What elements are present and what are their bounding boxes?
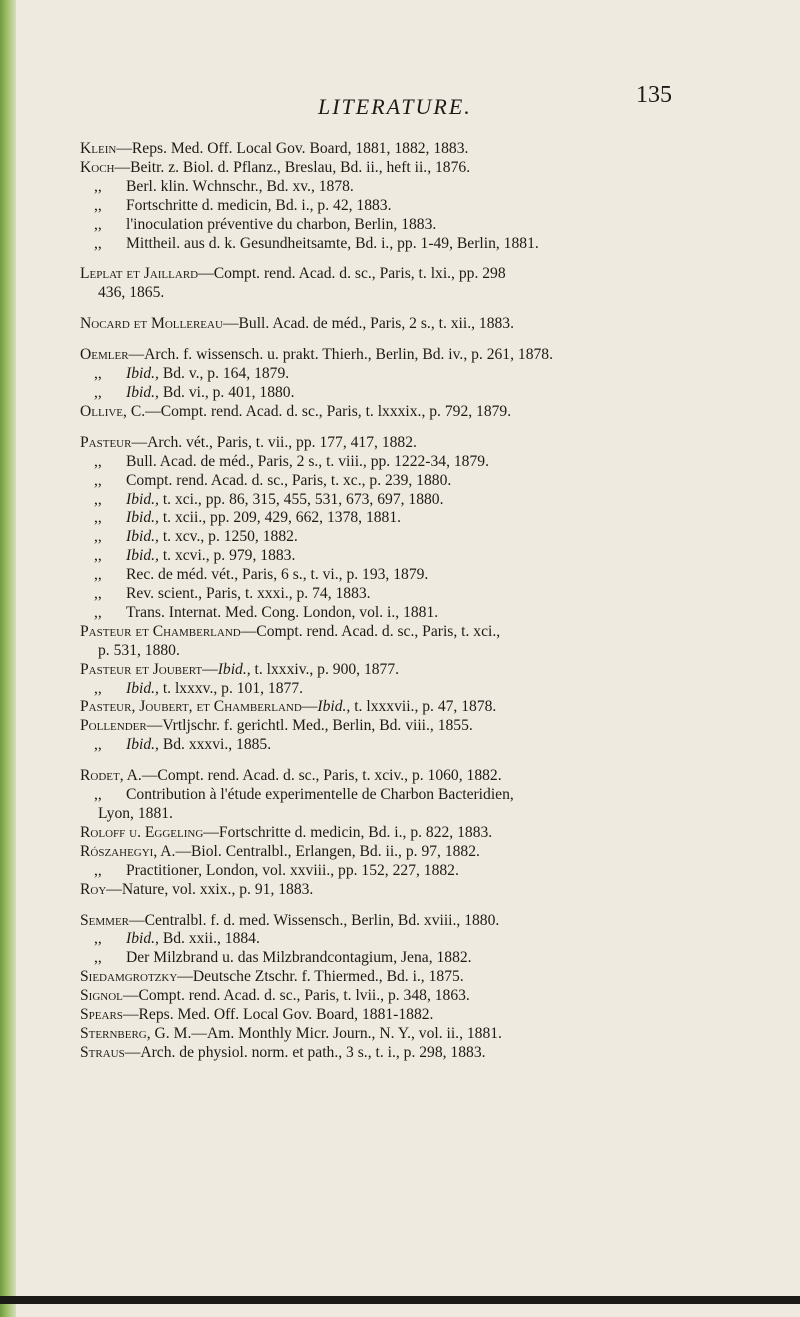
ditto-mark: ,, xyxy=(94,490,102,508)
bibliography-entry xyxy=(80,1044,780,1063)
bibliography-entry xyxy=(80,736,780,755)
page-number: 135 xyxy=(636,82,672,108)
entry-author: Signol xyxy=(80,987,123,1005)
ditto-mark: ,, xyxy=(94,861,102,879)
entry-citation: —Centralbl. f. d. med. Wissensch., Berlin, Bd. xviii., 1880. xyxy=(129,911,500,929)
entry-group xyxy=(80,140,780,253)
entry-citation: Contribution à l'étude experimentelle de Charbon Bacteridien, xyxy=(126,786,514,804)
ditto-mark: ,, xyxy=(94,365,102,383)
entry-author: Rodet, A. xyxy=(80,767,142,785)
entry-citation: Practitioner, London, vol. xxviii., pp. 152, 227, 1882. xyxy=(126,861,459,879)
entry-continuation: 436, 1865. xyxy=(98,284,165,302)
entry-ibid: Ibid., xyxy=(126,490,159,508)
entry-author: Siedamgrotzky xyxy=(80,968,178,986)
ditto-mark: ,, xyxy=(94,234,102,252)
entry-citation: Trans. Internat. Med. Cong. London, vol. i., 1881. xyxy=(126,603,439,621)
page-bottom-shadow xyxy=(0,1296,800,1304)
entry-ibid: Ibid., xyxy=(126,679,159,697)
bibliography-entry xyxy=(80,585,780,604)
entry-citation: —Vrtljschr. f. gerichtl. Med., Berlin, Bd. viii., 1855. xyxy=(146,717,473,735)
entry-author: Semmer xyxy=(80,911,130,929)
entry-citation: —Bull. Acad. de méd., Paris, 2 s., t. xii., 1883. xyxy=(222,315,514,333)
bibliography-entry xyxy=(80,216,780,235)
entry-author: Pollender xyxy=(80,717,147,735)
entry-citation: —Compt. rend. Acad. d. sc., Paris, t. xci., xyxy=(240,622,501,640)
bibliography-entry xyxy=(80,140,780,159)
ditto-mark: ,, xyxy=(94,452,102,470)
entry-author: Roloff u. Eggeling xyxy=(80,823,204,841)
entry-ibid: Ibid., xyxy=(126,736,159,754)
entry-citation: — xyxy=(301,698,318,716)
entry-citation: —Arch. vét., Paris, t. vii., pp. 177, 417, 1882. xyxy=(131,433,417,451)
ditto-mark: ,, xyxy=(94,930,102,948)
entry-author: Pasteur, Joubert, et Chamberland xyxy=(80,698,302,716)
bibliography-entry xyxy=(80,661,780,680)
bibliography-entry xyxy=(80,434,780,453)
entry-citation: l'inoculation préventive du charbon, Berlin, 1883. xyxy=(126,215,437,233)
entry-citation: Bd. v., p. 164, 1879. xyxy=(158,365,290,383)
bibliography-entry xyxy=(80,403,780,422)
entry-author: Ollive, C. xyxy=(80,402,146,420)
entry-citation: Fortschritte d. medicin, Bd. i., p. 42, 1883. xyxy=(126,196,392,214)
entry-ibid: Ibid., xyxy=(217,660,251,678)
entry-citation: Mittheil. aus d. k. Gesundheitsamte, Bd. i., pp. 1-49, Berlin, 1881. xyxy=(126,234,539,252)
entry-citation: —Arch. de physiol. norm. et path., 3 s., t. i., p. 298, 1883. xyxy=(124,1043,486,1061)
bibliography-entry xyxy=(80,604,780,623)
entry-citation-cont: t. lxxxvii., p. 47, 1878. xyxy=(350,698,497,716)
entry-citation: Rec. de méd. vét., Paris, 6 s., t. vi., p. 193, 1879. xyxy=(126,566,429,584)
bibliography-entry xyxy=(80,843,780,862)
ditto-mark: ,, xyxy=(94,383,102,401)
entry-citation: —Am. Monthly Micr. Journ., N. Y., vol. ii., 1881. xyxy=(191,1024,502,1042)
bibliography-entry xyxy=(80,949,780,968)
entry-ibid: Ibid., xyxy=(126,528,159,546)
ditto-mark: ,, xyxy=(94,603,102,621)
entry-citation: —Deutsche Ztschr. f. Thiermed., Bd. i., 1875. xyxy=(177,968,464,986)
bibliography-entry xyxy=(80,987,780,1006)
entry-ibid: Ibid., xyxy=(126,383,159,401)
ditto-mark: ,, xyxy=(94,786,102,804)
bibliography-entry xyxy=(80,159,780,178)
book-binding-edge xyxy=(0,0,16,1317)
entry-citation: Bd. xxii., 1884. xyxy=(158,930,260,948)
bibliography-entry xyxy=(80,767,780,786)
entry-author: Oemler xyxy=(80,346,129,364)
entry-author: Klein xyxy=(80,140,117,157)
entry-citation: t. xci., pp. 86, 315, 455, 531, 673, 697, 1880. xyxy=(158,490,444,508)
ditto-mark: ,, xyxy=(94,215,102,233)
bibliography-entry xyxy=(80,912,780,931)
entry-group xyxy=(80,912,780,1063)
entry-citation: —Compt. rend. Acad. d. sc., Paris, t. lxi., pp. 298 xyxy=(198,265,506,283)
entry-author: Pasteur et Joubert xyxy=(80,660,203,678)
entry-citation: —Compt. rend. Acad. d. sc., Paris, t. lxxxix., p. 792, 1879. xyxy=(145,402,512,420)
bibliography-entry xyxy=(80,680,780,699)
bibliography-entry xyxy=(80,384,780,403)
entry-author: Nocard et Mollereau xyxy=(80,315,223,333)
bibliography-entry xyxy=(80,472,780,491)
entry-citation: —Nature, vol. xxix., p. 91, 1883. xyxy=(106,880,314,898)
bibliography-entry xyxy=(80,197,780,216)
bibliography-entry xyxy=(80,698,780,717)
entry-group xyxy=(80,346,780,422)
bibliography-entry xyxy=(80,968,780,987)
ditto-mark: ,, xyxy=(94,736,102,754)
ditto-mark: ,, xyxy=(94,177,102,195)
entry-citation-cont: t. lxxxiv., p. 900, 1877. xyxy=(250,660,400,678)
bibliography-entry xyxy=(80,528,780,547)
bibliography-entry xyxy=(80,930,780,949)
ditto-mark: ,, xyxy=(94,196,102,214)
entry-citation: Bd. vi., p. 401, 1880. xyxy=(158,383,295,401)
entry-group xyxy=(80,434,780,755)
entry-author: Roy xyxy=(80,880,107,898)
entry-citation: t. xcvi., p. 979, 1883. xyxy=(158,547,296,565)
bibliography-entry xyxy=(80,265,780,284)
entry-citation: —Biol. Centralbl., Erlangen, Bd. ii., p. 97, 1882. xyxy=(175,842,480,860)
entry-citation: Bd. xxxvi., 1885. xyxy=(158,736,272,754)
bibliography-entry xyxy=(80,346,780,365)
bibliography-entry xyxy=(80,547,780,566)
entry-author: Koch xyxy=(80,158,115,176)
bibliography-entry xyxy=(80,717,780,736)
ditto-mark: ,, xyxy=(94,509,102,527)
entry-citation: t. xcv., p. 1250, 1882. xyxy=(158,528,298,546)
entry-citation: —Beitr. z. Biol. d. Pflanz., Breslau, Bd. ii., heft ii., 1876. xyxy=(114,158,471,176)
entry-author: Straus xyxy=(80,1043,125,1061)
ditto-mark: ,, xyxy=(94,585,102,603)
entry-author: Pasteur xyxy=(80,433,132,451)
entry-ibid: Ibid., xyxy=(126,365,159,383)
entry-citation: t. lxxxv., p. 101, 1877. xyxy=(158,679,304,697)
entry-continuation: p. 531, 1880. xyxy=(98,641,180,659)
entry-author: Pasteur et Chamberland xyxy=(80,622,241,640)
entry-citation: —Fortschritte d. medicin, Bd. i., p. 822, 1883. xyxy=(203,823,493,841)
entry-ibid: Ibid., xyxy=(126,509,159,527)
bibliography-entry xyxy=(80,509,780,528)
entry-citation: —Compt. rend. Acad. d. sc., Paris, t. lvii., p. 348, 1863. xyxy=(122,987,470,1005)
bibliography-entry xyxy=(80,881,780,900)
bibliography-entry xyxy=(80,1006,780,1025)
entry-citation: —Compt. rend. Acad. d. sc., Paris, t. xciv., p. 1060, 1882. xyxy=(141,767,502,785)
entry-group xyxy=(80,265,780,303)
entry-citation: Berl. klin. Wchnschr., Bd. xv., 1878. xyxy=(126,177,354,195)
ditto-mark: ,, xyxy=(94,679,102,697)
bibliography-entry xyxy=(80,1025,780,1044)
bibliography-entry xyxy=(80,178,780,197)
bibliography-entry xyxy=(80,491,780,510)
bibliography-list xyxy=(80,140,780,1075)
bibliography-entry xyxy=(80,862,780,881)
entry-author: Spears xyxy=(80,1006,123,1024)
running-title: LITERATURE. xyxy=(318,94,472,119)
entry-author: Leplat et Jaillard xyxy=(80,265,199,283)
entry-citation: — xyxy=(202,660,218,678)
entry-ibid: Ibid., xyxy=(126,547,159,565)
entry-group xyxy=(80,767,780,899)
entry-citation: Rev. scient., Paris, t. xxxi., p. 74, 1883. xyxy=(126,585,371,603)
entry-author: Rószahegyi, A. xyxy=(80,842,176,860)
entry-group xyxy=(80,315,780,334)
bibliography-entry xyxy=(80,824,780,843)
bibliography-entry xyxy=(80,453,780,472)
entry-continuation: Lyon, 1881. xyxy=(98,805,173,822)
bibliography-entry xyxy=(80,235,780,254)
entry-ibid: Ibid., xyxy=(317,698,351,716)
entry-citation: —Reps. Med. Off. Local Gov. Board, 1881, 1882, 1883. xyxy=(116,140,469,157)
ditto-mark: ,, xyxy=(94,547,102,565)
bibliography-entry xyxy=(80,623,780,642)
entry-citation: —Arch. f. wissensch. u. prakt. Thierh., Berlin, Bd. iv., p. 261, 1878. xyxy=(128,346,553,364)
ditto-mark: ,, xyxy=(94,471,102,489)
bibliography-entry xyxy=(80,566,780,585)
entry-author: Sternberg, G. M. xyxy=(80,1024,192,1042)
entry-citation: Bull. Acad. de méd., Paris, 2 s., t. viii., pp. 1222-34, 1879. xyxy=(126,452,489,470)
bibliography-entry xyxy=(80,786,780,805)
ditto-mark: ,, xyxy=(94,949,102,967)
entry-citation: Compt. rend. Acad. d. sc., Paris, t. xc., p. 239, 1880. xyxy=(126,471,452,489)
entry-ibid: Ibid., xyxy=(126,930,159,948)
ditto-mark: ,, xyxy=(94,566,102,584)
entry-citation: Der Milzbrand u. das Milzbrandcontagium, Jena, 1882. xyxy=(126,949,472,967)
entry-citation: t. xcii., pp. 209, 429, 662, 1378, 1881. xyxy=(158,509,402,527)
bibliography-entry xyxy=(80,365,780,384)
bibliography-entry xyxy=(80,315,780,334)
entry-citation: —Reps. Med. Off. Local Gov. Board, 1881-1882. xyxy=(122,1006,434,1024)
ditto-mark: ,, xyxy=(94,528,102,546)
running-head xyxy=(0,82,800,132)
